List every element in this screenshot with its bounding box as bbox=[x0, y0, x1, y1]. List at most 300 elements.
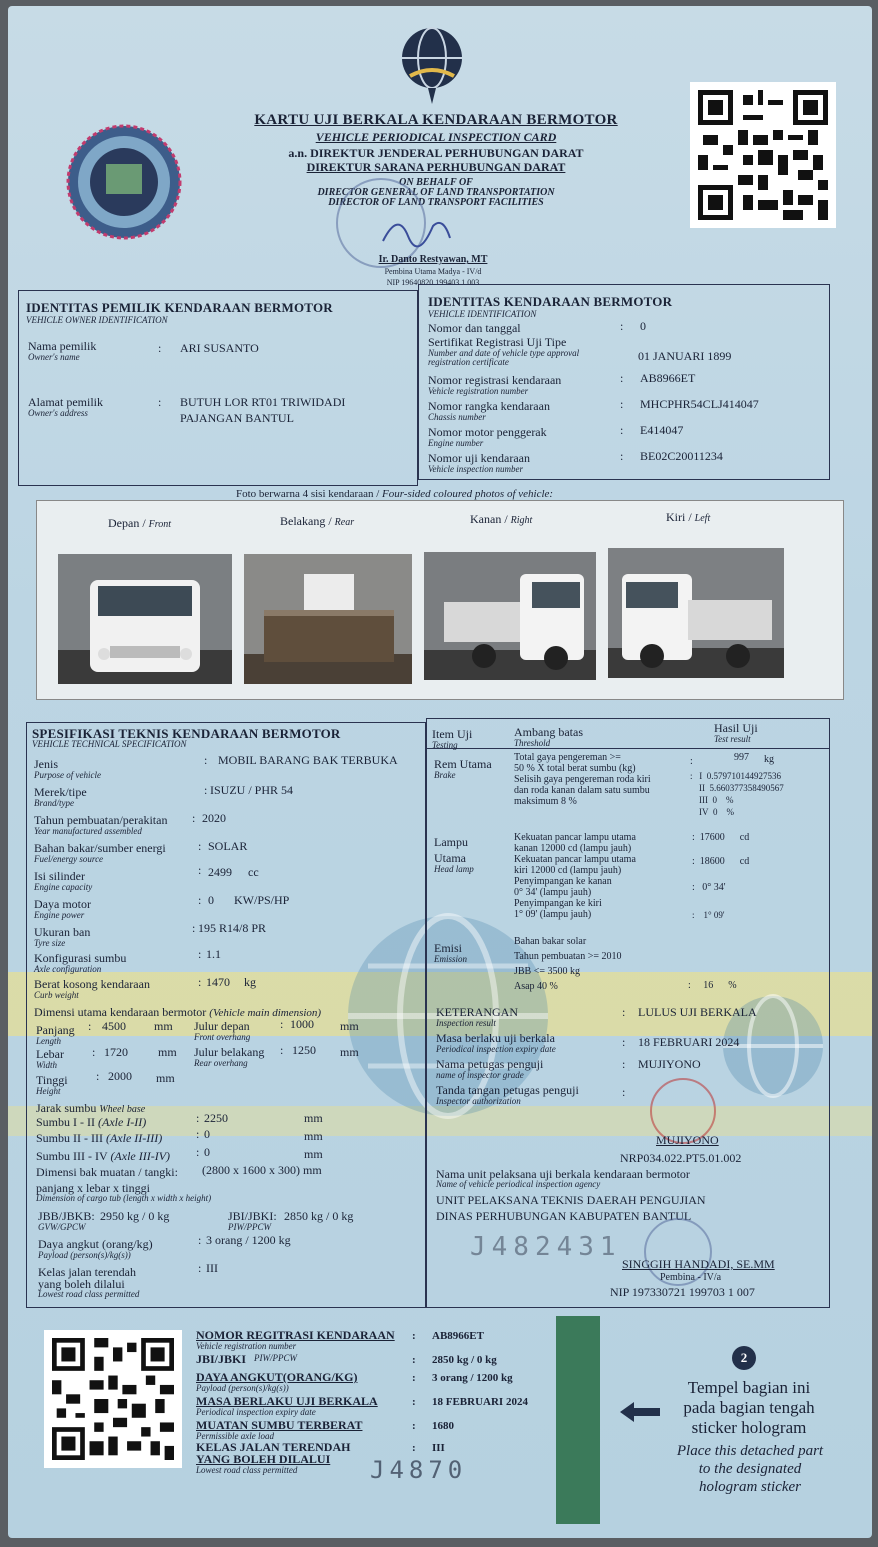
fuel-label bbox=[34, 842, 166, 864]
line: 0° 34' (lampu jauh) bbox=[514, 887, 592, 898]
stub-expiry-label: MASA BERLAKU UJI BERKALA bbox=[196, 1394, 378, 1408]
label-en: Height bbox=[36, 1086, 61, 1096]
label-en: Head lamp bbox=[434, 864, 474, 874]
truck-rear-icon bbox=[244, 554, 412, 684]
label: Kanan / bbox=[470, 512, 508, 526]
truck-left-icon bbox=[608, 548, 784, 678]
caption-en: Four-sided coloured photos of vehicle: bbox=[382, 488, 554, 500]
colon: : bbox=[412, 1330, 416, 1342]
owner-title: IDENTITAS PEMILIK KENDARAAN BERMOTOR bbox=[26, 300, 333, 315]
stub-axle-load-value: 1680 bbox=[432, 1420, 454, 1432]
colon: : bbox=[158, 341, 162, 355]
colon: : bbox=[204, 783, 208, 797]
piw-label bbox=[228, 1210, 277, 1232]
label: Tanda tangan petugas penguji bbox=[436, 1083, 579, 1097]
label: Tinggi bbox=[36, 1073, 68, 1087]
brand-label bbox=[34, 786, 87, 808]
an-line1: a.n. DIREKTUR JENDERAL PERHUBUNGAN DARAT bbox=[288, 146, 584, 160]
cargo-dim-value: (2800 x 1600 x 300) mm bbox=[202, 1163, 322, 1177]
axle34-label bbox=[36, 1150, 170, 1162]
type-cert-label-en: Number and date of vehicle type approval registration certificate bbox=[428, 348, 580, 367]
label-en: Left bbox=[694, 513, 711, 524]
an-line2: DIREKTUR SARANA PERHUBUNGAN DARAT bbox=[306, 160, 566, 174]
label-en: Threshold bbox=[514, 738, 551, 748]
engine-number-label bbox=[428, 426, 547, 448]
front-overhang-label bbox=[194, 1020, 250, 1042]
label: Julur depan bbox=[194, 1019, 250, 1033]
axle23-label bbox=[36, 1132, 162, 1144]
arrow-left-icon bbox=[620, 1402, 660, 1422]
line: pada bagian tengah bbox=[683, 1398, 815, 1417]
test-header-divider bbox=[426, 748, 830, 749]
axle-iv-row bbox=[690, 806, 840, 818]
signer-name: Ir. Danto Restyawan, MT bbox=[378, 254, 488, 265]
label: Lebar bbox=[36, 1047, 64, 1061]
label-en: Tyre size bbox=[34, 938, 66, 948]
cargo-dim-label-en: Dimension of cargo tub (length x width x height) bbox=[36, 1193, 212, 1203]
tyre-label bbox=[34, 926, 90, 948]
colon: : bbox=[198, 893, 202, 907]
label-en: Emission bbox=[434, 954, 468, 964]
colon: : bbox=[196, 1127, 200, 1141]
remarks-value: LULUS UJI BERKALA bbox=[638, 1005, 757, 1019]
vehicle-id-title: IDENTITAS KENDARAAN BERMOTOR bbox=[428, 294, 673, 309]
hologram-seal-icon bbox=[66, 124, 182, 240]
brake-axle-results bbox=[690, 770, 840, 818]
label-en: Brake bbox=[434, 770, 456, 780]
threshold-header bbox=[514, 726, 583, 748]
label: Ukuran ban bbox=[34, 925, 91, 939]
chassis-value: MHCPHR54CLJ414047 bbox=[640, 397, 759, 411]
year-value: 2020 bbox=[202, 811, 226, 825]
cargo-dim-label2: panjang x lebar x tinggi bbox=[36, 1181, 150, 1195]
sticker-instruction-en bbox=[670, 1442, 830, 1496]
stub-reg-label-en: Vehicle registration number bbox=[196, 1341, 297, 1351]
axle-value: 0 bbox=[712, 795, 717, 805]
agency-line2: DINAS PERHUBUNGAN KABUPATEN BANTUL bbox=[436, 1209, 692, 1223]
brake-total-unit: kg bbox=[764, 754, 774, 765]
label-en: Chassis number bbox=[428, 412, 486, 422]
emission-label bbox=[434, 942, 467, 964]
line: JBB <= 3500 kg bbox=[514, 966, 581, 977]
brake-total-value: 997 bbox=[734, 752, 749, 763]
photos-caption bbox=[236, 488, 553, 500]
behalf-line2: DIRECTOR GENERAL OF LAND TRANSPORTATION bbox=[317, 187, 555, 198]
line: 1° 09' (lampu jauh) bbox=[514, 909, 592, 920]
label: KETERANGAN bbox=[436, 1005, 518, 1019]
power-value: 0 bbox=[208, 893, 214, 907]
label-en: Rear overhang bbox=[194, 1058, 248, 1068]
label-en: Inspector authorization bbox=[436, 1096, 521, 1106]
value: 18600 bbox=[699, 856, 725, 867]
stub-jbi-label: JBI/JBKI bbox=[196, 1352, 247, 1366]
width-value: 1720 bbox=[104, 1045, 128, 1059]
label-en: Engine number bbox=[428, 438, 484, 448]
colon: : bbox=[92, 1045, 96, 1059]
label-en: Front bbox=[148, 519, 172, 530]
type-cert-label: Nomor dan tanggal bbox=[428, 321, 521, 335]
card-title: KARTU UJI BERKALA KENDARAAN BERMOTOR bbox=[254, 112, 618, 128]
line: to the designated bbox=[698, 1461, 802, 1477]
stub-jbi-value: 2850 kg / 0 kg bbox=[432, 1354, 497, 1366]
label-en: Curb weight bbox=[34, 990, 79, 1000]
qr-code-icon bbox=[52, 1338, 174, 1460]
label-en: Owner's name bbox=[28, 352, 80, 362]
label: Depan / bbox=[108, 516, 146, 530]
colon: : bbox=[620, 397, 624, 411]
headlamp-dev-right: : 0° 34' bbox=[692, 882, 726, 893]
line: Place this detached part bbox=[676, 1443, 824, 1459]
axle-ii-row bbox=[690, 782, 840, 794]
photo-rear bbox=[244, 554, 412, 684]
axle34-unit: mm bbox=[304, 1147, 323, 1161]
colon: : bbox=[198, 1261, 202, 1275]
unit: % bbox=[726, 795, 734, 805]
label-en: Owner's address bbox=[28, 408, 88, 418]
colon: : bbox=[412, 1396, 416, 1408]
label: Utama bbox=[434, 851, 466, 865]
label: Belakang / bbox=[280, 514, 332, 528]
unit: % bbox=[728, 980, 737, 991]
owner-name-value: ARI SUSANTO bbox=[180, 341, 259, 355]
colon: : bbox=[198, 839, 202, 853]
label: Hasil Uji bbox=[714, 721, 758, 735]
signer-rank: Pembina Utama Madya - IV/d bbox=[384, 267, 482, 276]
curb-weight-value: 1470 bbox=[206, 975, 230, 989]
length-value: 4500 bbox=[102, 1019, 126, 1033]
agency-label-en: Name of vehicle periodical inspection agency bbox=[436, 1179, 601, 1189]
headlamp-threshold bbox=[514, 832, 636, 920]
hologram-strip bbox=[556, 1316, 600, 1524]
inspector-value: MUJIYONO bbox=[638, 1057, 701, 1071]
label-en: Year manufactured assembled bbox=[34, 826, 142, 836]
colon: : bbox=[280, 1017, 284, 1031]
unit: % bbox=[726, 807, 734, 817]
stub-road-class-label2: YANG BOLEH DILALUI bbox=[196, 1452, 331, 1466]
colon: : bbox=[96, 1069, 100, 1083]
axle-value: 5.660377358490567 bbox=[709, 783, 784, 793]
power-unit: KW/PS/HP bbox=[234, 893, 290, 907]
line: Tempel bagian ini bbox=[687, 1378, 811, 1397]
stub-road-class-label: KELAS JALAN TERENDAH bbox=[196, 1440, 351, 1454]
height-unit: mm bbox=[156, 1071, 175, 1085]
label-en: Length bbox=[36, 1036, 62, 1046]
label-en: Front overhang bbox=[194, 1032, 251, 1042]
inspection-card bbox=[8, 6, 872, 1538]
engine-cap-value: 2499 bbox=[208, 865, 232, 879]
line: Kekuatan pancar lampu utama bbox=[514, 832, 636, 843]
colon: : bbox=[192, 921, 196, 935]
owner-address-line1: BUTUH LOR RT01 TRIWIDADI bbox=[180, 395, 346, 409]
piw-value: 2850 kg / 0 kg bbox=[284, 1209, 354, 1223]
label: Alamat pemilik bbox=[28, 395, 103, 409]
label: Nomor registrasi kendaraan bbox=[428, 373, 562, 387]
length-unit: mm bbox=[154, 1019, 173, 1033]
label: Jenis bbox=[34, 757, 58, 771]
engine-cap-unit: cc bbox=[248, 865, 259, 879]
truck-front-icon bbox=[58, 554, 232, 684]
owner-name-label bbox=[28, 340, 96, 362]
behalf-line1: ON BEHALF OF bbox=[399, 177, 473, 188]
colon: : bbox=[192, 811, 196, 825]
colon: : bbox=[196, 1111, 200, 1125]
line: kanan 12000 cd (lampu jauh) bbox=[514, 843, 632, 854]
axle-value: 0 bbox=[713, 807, 718, 817]
label: Nomor rangka kendaraan bbox=[428, 399, 550, 413]
label-en: name of inspector grade bbox=[436, 1070, 524, 1080]
stub-payload-value: 3 orang / 1200 kg bbox=[432, 1372, 513, 1384]
wheelbase-heading bbox=[36, 1102, 145, 1116]
line: Kekuatan pancar lampu utama bbox=[514, 854, 636, 865]
axle-number: I bbox=[699, 771, 703, 781]
label-en: Axle configuration bbox=[34, 964, 102, 974]
agency-label: Nama unit pelaksana uji berkala kendaraan bermotor bbox=[436, 1167, 690, 1181]
label-en: Width bbox=[36, 1060, 58, 1070]
curb-weight-label bbox=[34, 978, 150, 1000]
label: Bahan bakar/sumber energi bbox=[34, 841, 166, 855]
headlamp-right-result: : 17600 cd bbox=[692, 832, 750, 843]
ministry-logo-icon bbox=[400, 26, 464, 106]
unit: cd bbox=[739, 832, 750, 843]
emission-threshold bbox=[514, 934, 622, 994]
head-name: SINGGIH HANDADI, SE.MM bbox=[622, 1257, 775, 1271]
rear-overhang-value: 1250 bbox=[292, 1043, 316, 1057]
label: Julur belakang bbox=[194, 1045, 265, 1059]
inspector-nrp: NRP034.022.PT5.01.002 bbox=[620, 1151, 742, 1165]
step-number-badge: 2 bbox=[732, 1346, 756, 1370]
colon: : bbox=[412, 1372, 416, 1384]
label: Kiri / bbox=[666, 510, 692, 524]
value: 1° 09' bbox=[703, 910, 725, 920]
qr-code-bottom bbox=[44, 1330, 182, 1468]
label: Sumbu III - IV bbox=[36, 1149, 108, 1163]
brake-threshold bbox=[514, 752, 651, 807]
axle-number: II bbox=[699, 783, 705, 793]
spec-title: SPESIFIKASI TEKNIS KENDARAAN BERMOTOR bbox=[32, 726, 341, 741]
label-en: Brand/type bbox=[34, 798, 74, 808]
colon: : bbox=[198, 975, 202, 989]
line: Asap 40 % bbox=[514, 981, 558, 992]
label-en: Engine power bbox=[34, 910, 85, 920]
colon: : bbox=[280, 1043, 284, 1057]
brake-label bbox=[434, 758, 492, 780]
test-item-header bbox=[432, 728, 472, 750]
owner-address-line2: PAJANGAN BANTUL bbox=[180, 411, 294, 425]
stub-expiry-value: 18 FEBRUARI 2024 bbox=[432, 1396, 528, 1408]
remarks-label bbox=[436, 1006, 518, 1028]
colon: : bbox=[622, 1085, 626, 1099]
colon: : bbox=[620, 449, 624, 463]
label: Sumbu II - III bbox=[36, 1131, 103, 1145]
label: JBB/JBKB: bbox=[38, 1209, 95, 1223]
photo-label-rear bbox=[280, 514, 354, 529]
colon: : bbox=[196, 1145, 200, 1159]
stub-road-class-label-en: Lowest road class permitted bbox=[196, 1465, 298, 1475]
front-overhang-unit: mm bbox=[340, 1019, 359, 1033]
engine-cap-label bbox=[34, 870, 92, 892]
label: Daya angkut (orang/kg) bbox=[38, 1237, 153, 1251]
label-en: (Axle I-II) bbox=[98, 1115, 147, 1129]
signature-icon bbox=[378, 206, 458, 256]
axle34-value: 0 bbox=[204, 1145, 210, 1159]
expiry-value: 18 FEBRUARI 2024 bbox=[638, 1035, 740, 1049]
label: Berat kosong kendaraan bbox=[34, 977, 150, 991]
reg-number-value: AB8966ET bbox=[640, 371, 696, 385]
label: Dimensi utama kendaraan bermotor bbox=[34, 1005, 207, 1019]
axle-number: IV bbox=[699, 807, 709, 817]
colon: : bbox=[622, 1057, 626, 1071]
stub-road-class-value: III bbox=[432, 1442, 445, 1454]
colon: : bbox=[690, 756, 693, 767]
label: Lampu bbox=[434, 835, 468, 849]
height-label bbox=[36, 1074, 68, 1096]
rear-overhang-unit: mm bbox=[340, 1045, 359, 1059]
truck-right-icon bbox=[424, 552, 596, 680]
label-en: (Axle II-III) bbox=[105, 1131, 163, 1145]
label: Jarak sumbu bbox=[36, 1101, 97, 1115]
stub-reg-value: AB8966ET bbox=[432, 1330, 484, 1342]
tyre-value: 195 R14/8 PR bbox=[198, 921, 267, 935]
label-en: Fuel/energy source bbox=[34, 854, 104, 864]
label-en: (Vehicle main dimension) bbox=[209, 1007, 322, 1019]
axle12-label bbox=[36, 1116, 146, 1128]
vehicle-id-title-en: VEHICLE IDENTIFICATION bbox=[428, 309, 537, 319]
payload-label bbox=[38, 1238, 153, 1260]
line: Penyimpangan ke kiri bbox=[514, 898, 602, 909]
colon: : bbox=[620, 423, 624, 437]
emission-result: : 16 % bbox=[688, 980, 737, 991]
unit: cd bbox=[739, 856, 750, 867]
label-en: Test result bbox=[714, 734, 751, 744]
purpose-value: MOBIL BARANG BAK TERBUKA bbox=[218, 753, 398, 767]
axle23-value: 0 bbox=[204, 1127, 210, 1141]
label: Panjang bbox=[36, 1023, 75, 1037]
line: Selisih gaya pengereman roda kiri bbox=[514, 774, 651, 785]
stub-payload-label: DAYA ANGKUT(ORANG/KG) bbox=[196, 1370, 358, 1384]
line: maksimum 8 % bbox=[514, 796, 577, 807]
inspector-label bbox=[436, 1058, 543, 1080]
payload-value: 3 orang / 1200 kg bbox=[206, 1233, 291, 1247]
headlamp-left-result: : 18600 cd bbox=[692, 856, 750, 867]
line: kiri 12000 cd (lampu jauh) bbox=[514, 865, 622, 876]
owner-title-en: VEHICLE OWNER IDENTIFICATION bbox=[26, 315, 168, 325]
spec-title-en: VEHICLE TECHNICAL SPECIFICATION bbox=[32, 739, 187, 749]
road-class-label2: yang boleh dilalui bbox=[38, 1277, 125, 1291]
year-label bbox=[34, 814, 167, 836]
axle23-unit: mm bbox=[304, 1129, 323, 1143]
value: 0° 34' bbox=[702, 882, 726, 893]
colon: : bbox=[412, 1442, 416, 1454]
colon: : bbox=[198, 863, 202, 877]
photo-front bbox=[58, 554, 232, 684]
label: Rem Utama bbox=[434, 757, 492, 771]
value: 17600 bbox=[699, 832, 725, 843]
line: Bahan bakar solar bbox=[514, 936, 587, 947]
label: Nomor motor penggerak bbox=[428, 425, 547, 439]
road-class-value: III bbox=[206, 1261, 218, 1275]
qr-code-top bbox=[690, 82, 836, 228]
signature-label bbox=[436, 1084, 579, 1106]
label-en: Rear bbox=[334, 517, 355, 528]
label-en: Engine capacity bbox=[34, 882, 93, 892]
height-value: 2000 bbox=[108, 1069, 132, 1083]
stub-serial-number: J4870 bbox=[370, 1456, 468, 1484]
label: Emisi bbox=[434, 941, 463, 955]
sticker-instruction bbox=[664, 1378, 834, 1438]
label-en: Purpose of vehicle bbox=[34, 770, 101, 780]
colon: : bbox=[204, 753, 208, 767]
engine-number-value: E414047 bbox=[640, 423, 684, 437]
photo-right bbox=[424, 552, 596, 680]
label: Konfigurasi sumbu bbox=[34, 951, 127, 965]
label: Tahun pembuatan/perakitan bbox=[34, 813, 168, 827]
stub-expiry-label-en: Periodical inspection expiry date bbox=[196, 1407, 316, 1417]
label-en: PIW/PPCW bbox=[228, 1222, 271, 1232]
headlamp-dev-left: : 1° 09' bbox=[692, 910, 725, 920]
colon: : bbox=[198, 947, 202, 961]
colon: : bbox=[622, 1005, 626, 1019]
line: 50 % X total berat sumbu (kg) bbox=[514, 763, 636, 774]
type-cert-label2: Sertifikat Registrasi Uji Tipe bbox=[428, 335, 567, 349]
line: Total gaya pengereman >= bbox=[514, 752, 621, 763]
label-en: Right bbox=[510, 515, 533, 526]
expiry-label bbox=[436, 1032, 556, 1054]
colon: : bbox=[198, 1233, 202, 1247]
reg-number-label bbox=[428, 374, 561, 396]
photo-label-left bbox=[666, 510, 710, 525]
colon: : bbox=[88, 1019, 92, 1033]
label-en: GVW/GPCW bbox=[38, 1222, 86, 1232]
axle-config-value: 1.1 bbox=[206, 947, 221, 961]
axle12-unit: mm bbox=[304, 1111, 323, 1125]
stub-payload-label-en: Payload (person(s)/kg(s)) bbox=[196, 1383, 289, 1393]
colon: : bbox=[412, 1354, 416, 1366]
type-cert-date: 01 JANUARI 1899 bbox=[638, 349, 732, 363]
axle-iii-row bbox=[690, 794, 840, 806]
colon: : bbox=[620, 319, 624, 333]
axle-value: 0.579710144927536 bbox=[706, 771, 782, 781]
axle12-value: 2250 bbox=[204, 1111, 228, 1125]
width-label bbox=[36, 1048, 64, 1070]
dimension-heading bbox=[34, 1006, 321, 1019]
axle-number: III bbox=[699, 795, 708, 805]
label: Sumbu I - II bbox=[36, 1115, 95, 1129]
line: Tahun pembuatan >= 2010 bbox=[514, 951, 622, 962]
cargo-dim-label: Dimensi bak muatan / tangki: bbox=[36, 1165, 178, 1179]
inspector-name: MUJIYONO bbox=[656, 1133, 719, 1147]
road-class-label-en: Lowest road class permitted bbox=[38, 1289, 140, 1299]
inspection-number-value: BE02C20011234 bbox=[640, 449, 723, 463]
stub-axle-load-label-en: Permissible axle load bbox=[196, 1431, 274, 1441]
label: Nama pemilik bbox=[28, 339, 97, 353]
curb-weight-unit: kg bbox=[244, 975, 256, 989]
head-nip: NIP 197330721 199703 1 007 bbox=[610, 1285, 755, 1299]
gvw-value: 2950 kg / 0 kg bbox=[100, 1209, 170, 1223]
label: Ambang batas bbox=[514, 725, 583, 739]
power-label bbox=[34, 898, 91, 920]
rear-overhang-label bbox=[194, 1046, 264, 1068]
label: Item Uji bbox=[432, 727, 473, 741]
line: dan roda kanan dalam satu sumbu bbox=[514, 785, 650, 796]
label-en: Vehicle inspection number bbox=[428, 464, 523, 474]
owner-address-label bbox=[28, 396, 103, 418]
qr-code-icon bbox=[698, 90, 828, 220]
gvw-label bbox=[38, 1210, 95, 1232]
brand-value: ISUZU / PHR 54 bbox=[210, 783, 294, 797]
fuel-value: SOLAR bbox=[208, 839, 248, 853]
front-overhang-value: 1000 bbox=[290, 1017, 314, 1031]
stub-axle-load-label: MUATAN SUMBU TERBERAT bbox=[196, 1418, 363, 1432]
